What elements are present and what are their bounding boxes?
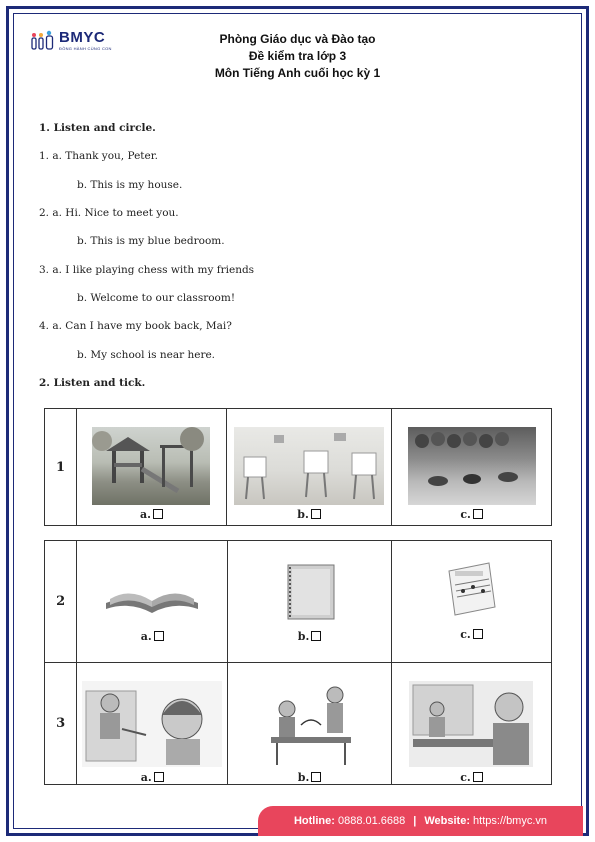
row1-option-a-label: a. — [77, 508, 226, 521]
notebook-picture — [282, 563, 338, 621]
gym-picture — [408, 427, 536, 505]
row-number-2: 2 — [45, 541, 77, 663]
row-number-1: 1 — [45, 409, 77, 526]
playground-picture — [92, 427, 210, 505]
tick-table-1 — [44, 408, 552, 526]
brand-name: BMYC — [59, 29, 106, 46]
website-label: Website: — [424, 815, 470, 827]
header-subject: Môn Tiếng Anh cuối học kỳ 1 — [214, 66, 381, 80]
header-department: Phòng Giáo dục và Đào tạo — [219, 32, 376, 46]
tick-row-1 — [45, 409, 552, 526]
document-header — [0, 31, 595, 82]
q4-option-b: b. My school is near here. — [77, 349, 216, 361]
checkbox[interactable] — [311, 772, 321, 782]
row2-option-a-label: a. — [77, 630, 227, 643]
tick-row-3 — [45, 663, 552, 785]
q1-option-b: b. This is my house. — [77, 179, 183, 191]
section1-title: 1. Listen and circle. — [39, 122, 156, 134]
row1-option-a-cell[interactable] — [77, 409, 227, 526]
row3-option-a-cell[interactable] — [77, 663, 228, 785]
checkbox[interactable] — [473, 509, 483, 519]
q3-option-a: 3. a. I like playing chess with my friends — [39, 264, 255, 276]
row3-option-b-label: b. — [228, 771, 391, 784]
q2-option-a: 2. a. Hi. Nice to meet you. — [39, 207, 179, 219]
header-exam-title: Đề kiểm tra lớp 3 — [248, 49, 347, 63]
tick-table-2 — [44, 540, 552, 785]
footer-separator: | — [413, 815, 417, 827]
row1-option-b-label: b. — [227, 508, 391, 521]
checkbox[interactable] — [473, 772, 483, 782]
row2-option-c-label: c. — [392, 628, 551, 641]
hotline-number[interactable]: 0888.01.6688 — [337, 815, 406, 827]
classroom-desk-picture — [265, 681, 355, 767]
q2-option-b: b. This is my blue bedroom. — [77, 235, 225, 247]
footer-contact-bar — [258, 806, 583, 836]
checkbox[interactable] — [154, 772, 164, 782]
checkbox[interactable] — [311, 631, 321, 641]
boy-and-girl-picture — [82, 681, 222, 767]
checkbox[interactable] — [311, 509, 321, 519]
website-link[interactable]: https://bmyc.vn — [473, 815, 548, 827]
checkbox[interactable] — [154, 631, 164, 641]
row3-option-b-cell[interactable] — [228, 663, 392, 785]
row2-option-b-cell[interactable] — [228, 541, 392, 663]
row1-option-b-cell[interactable] — [226, 409, 391, 526]
section2-title: 2. Listen and tick. — [39, 377, 146, 389]
song-sheet-picture — [443, 561, 499, 619]
q4-option-a: 4. a. Can I have my book back, Mai? — [39, 320, 232, 332]
checkbox[interactable] — [473, 629, 483, 639]
open-book-picture — [102, 563, 202, 621]
row3-option-c-label: c. — [392, 771, 551, 784]
hotline-label: Hotline: — [293, 815, 335, 827]
row2-option-b-label: b. — [228, 630, 391, 643]
row3-option-a-label: a. — [77, 771, 227, 784]
q1-option-a: 1. a. Thank you, Peter. — [39, 150, 158, 162]
brand-tagline: ĐỒNG HÀNH CÙNG CON — [59, 46, 112, 51]
checkbox[interactable] — [153, 509, 163, 519]
row1-option-c-cell[interactable] — [392, 409, 552, 526]
art-room-picture — [234, 427, 384, 505]
row1-option-c-label: c. — [392, 508, 551, 521]
tick-row-2 — [45, 541, 552, 663]
row2-option-c-cell[interactable] — [391, 541, 551, 663]
q3-option-b: b. Welcome to our classroom! — [77, 292, 236, 304]
row2-option-a-cell[interactable] — [77, 541, 228, 663]
row3-option-c-cell[interactable] — [391, 663, 551, 785]
row-number-3: 3 — [45, 663, 77, 785]
teacher-and-student-picture — [409, 681, 533, 767]
